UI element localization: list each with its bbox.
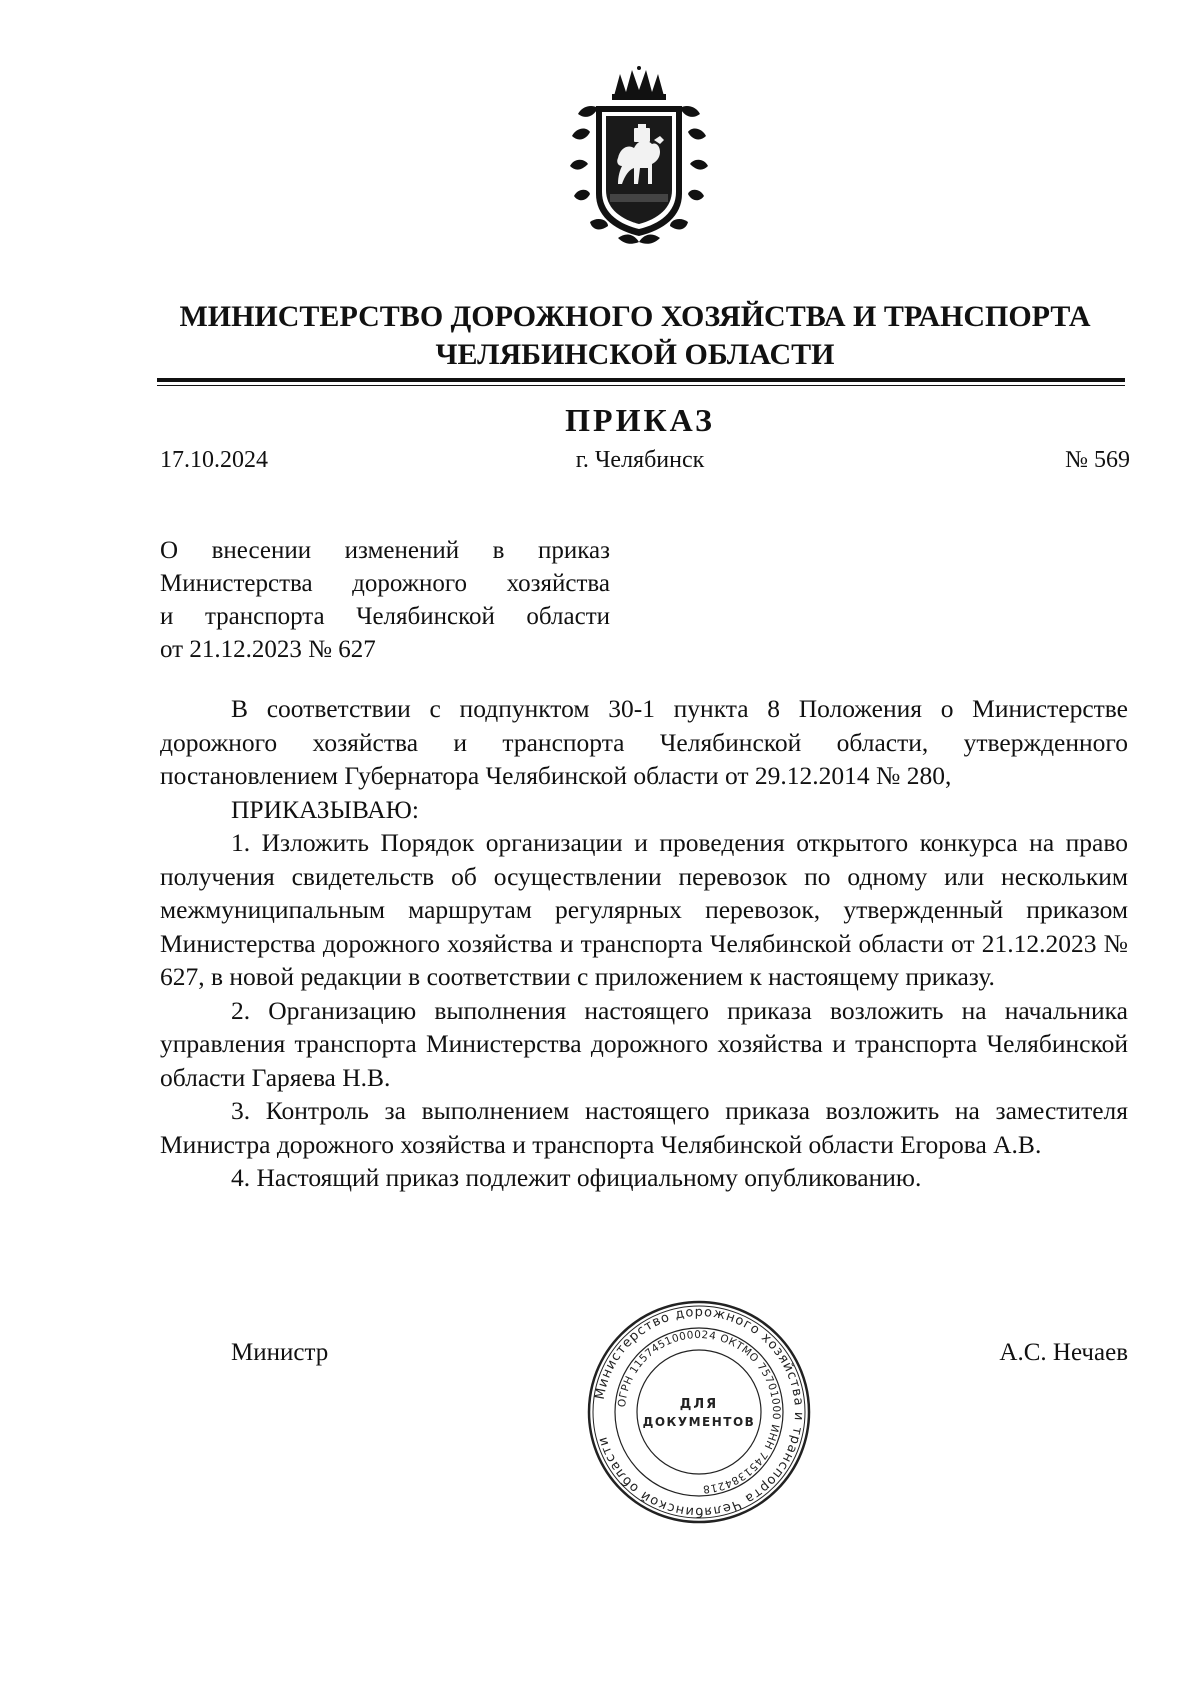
ministry-name-line-1: МИНИСТЕРСТВО ДОРОЖНОГО ХОЗЯЙСТВА И ТРАНСПОРТА xyxy=(179,300,1091,333)
body-order-word: ПРИКАЗЫВАЮ: xyxy=(231,794,419,824)
seal-inner-text: ОГРН 1157451000024 ОКТМО 75701000 ИНН 7451384218 xyxy=(616,1328,783,1495)
header-divider-thin xyxy=(157,385,1125,386)
body-item-3: 3. Контроль за выполнением настоящего приказа возложить на заместителя Министра дорожного хозяйства и транспорта Челябинской области Егорова А.В. xyxy=(160,1096,1128,1159)
subject-line: от 21.12.2023 № 627 xyxy=(160,636,376,663)
body-paragraph-preamble: В соответствии с подпунктом 30-1 пункта 8 Положения о Министерстве дорожного хозяйства и транспорта Челябинской области, утвержденного постановлением Губернатора Челябинской области от 29.12.2014 № 280, xyxy=(160,694,1128,790)
seal-center-line-1: ДЛЯ xyxy=(679,1397,719,1412)
signatory-title: Министр xyxy=(231,1339,329,1366)
official-seal-stamp xyxy=(585,1298,813,1526)
body-item-2: 2. Организацию выполнения настоящего приказа возложить на начальника управления транспорта Министерства дорожного хозяйства и транспорта Челябинской области Гаряева Н.В. xyxy=(160,995,1128,1092)
signatory-name: А.С. Нечаев xyxy=(999,1339,1128,1366)
document-body xyxy=(160,692,1128,1195)
seal-center-line-2: ДОКУМЕНТОВ xyxy=(642,1415,756,1429)
header-divider-thick xyxy=(157,378,1125,382)
document-number: № 569 xyxy=(1065,447,1130,473)
seal-outer-text: Министерство дорожного хозяйства и транспорта Челябинской области xyxy=(592,1304,807,1520)
subject-line: О внесении изменений в приказ xyxy=(160,537,610,564)
body-item-4: 4. Настоящий приказ подлежит официальному опубликованию. xyxy=(231,1163,922,1192)
document-city: г. Челябинск xyxy=(575,447,705,473)
document-type-title: ПРИКАЗ xyxy=(565,402,715,438)
document-subject xyxy=(160,534,610,666)
coat-of-arms-emblem xyxy=(568,66,710,246)
subject-line: и транспорта Челябинской области xyxy=(160,603,610,630)
body-item-1: 1. Изложить Порядок организации и проведения открытого конкурса на право получения свидетельств об осуществлении перевозок по одному или нескольким межмуниципальным маршрутам регулярных перевозок, утвержденный приказом Министерства дорожного хозяйства и транспорта Челябинской области от 21.12.2023 № 627, в новой редакции в соответствии с приложением к настоящему приказу. xyxy=(160,828,1128,991)
document-date: 17.10.2024 xyxy=(160,447,268,473)
ministry-name-line-2: ЧЕЛЯБИНСКОЙ ОБЛАСТИ xyxy=(435,338,835,371)
subject-line: Министерства дорожного хозяйства xyxy=(160,570,610,597)
